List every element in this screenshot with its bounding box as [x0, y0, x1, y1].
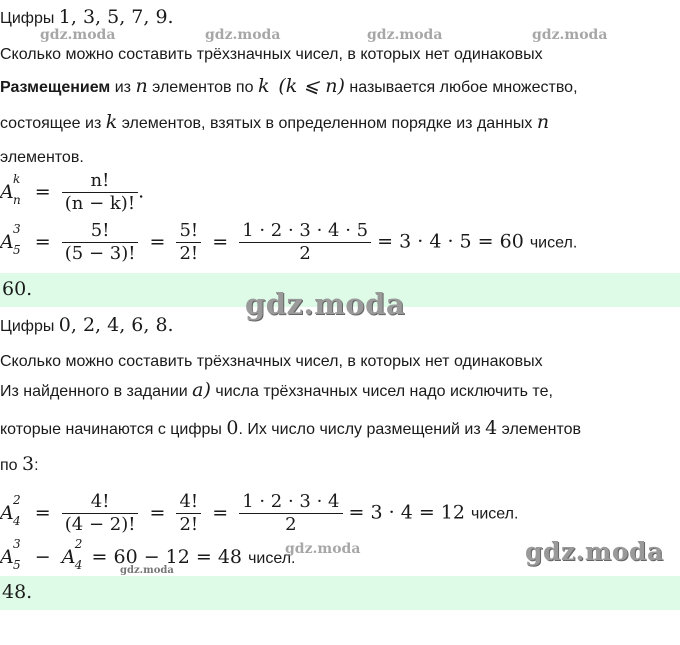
definition-var-k: k — [257, 75, 270, 97]
fraction — [176, 220, 201, 265]
definition-var-n: n — [135, 75, 148, 97]
definition-line-2 — [0, 112, 549, 134]
part-a-digits-line — [0, 7, 174, 29]
arrangement-symbol: A 2 4 — [0, 492, 21, 528]
equals-sign: = — [149, 501, 166, 524]
fraction — [239, 491, 342, 536]
fraction-numerator: 4! — [179, 491, 199, 512]
definition-word: элементов, взятых в определенном порядке из данных — [121, 115, 533, 132]
answer-value: 60. — [2, 278, 33, 300]
definition-var-k: k — [105, 111, 118, 133]
equals-sign: = — [34, 180, 51, 203]
definition-var-n: n — [536, 111, 550, 133]
definition-word: из — [114, 79, 131, 96]
fraction — [62, 170, 138, 215]
watermark: gdz.moda — [285, 541, 361, 557]
fraction-denominator: (n − k)! — [62, 192, 138, 215]
answer-value: 48. — [2, 581, 33, 603]
digit-zero: 0 — [226, 417, 239, 439]
fraction — [62, 491, 139, 536]
minus-sign: − — [34, 546, 51, 568]
part-a-question: Сколько можно составить трёхзначных чисел, в которых нет одинаковых — [0, 46, 543, 63]
formula-result: = 60 − 12 = 48 — [91, 546, 243, 568]
watermark: gdz.moda — [40, 27, 116, 43]
digit-three: 3 — [22, 453, 35, 475]
text-word: элементов — [501, 421, 581, 438]
formula-result: = 3 · 4 · 5 = 60 — [377, 230, 524, 253]
fraction-denominator: 2! — [176, 513, 201, 536]
definition-line-1 — [0, 76, 578, 98]
text-word: Из найденного в задании — [0, 383, 188, 400]
unit-word: чисел. — [248, 550, 296, 567]
formula-arrangements — [0, 170, 144, 215]
formula-end: . — [138, 180, 145, 203]
definition-word: называется любое множество, — [349, 79, 578, 96]
equals-sign: = — [34, 501, 51, 524]
fraction-numerator: 5! — [179, 220, 199, 241]
part-b-question: Сколько можно составить трёхзначных чисел, в которых нет одинаковых — [0, 353, 543, 370]
fraction-numerator: 1 · 2 · 3 · 4 — [242, 491, 340, 512]
fraction-numerator: 5! — [90, 220, 110, 241]
part-b-text-3 — [0, 454, 39, 476]
fraction-numerator: n! — [90, 170, 110, 191]
fraction-numerator: 4! — [90, 491, 110, 512]
fraction — [62, 220, 139, 265]
digits-list: 1, 3, 5, 7, 9. — [58, 6, 174, 28]
fraction — [176, 491, 201, 536]
formula-a-4-2 — [0, 491, 518, 536]
fraction-denominator: (5 − 3)! — [62, 242, 139, 265]
arrangement-symbol: A 3 5 — [0, 537, 21, 572]
text-word: которые начинаются с цифры — [0, 421, 222, 438]
fraction-denominator: 2! — [176, 242, 201, 265]
fraction-denominator: 2 — [239, 513, 342, 536]
watermark: gdz.moda — [205, 27, 281, 43]
watermark-large: gdz.moda — [245, 287, 406, 321]
text-word: по — [0, 457, 18, 474]
formula-result: = 3 · 4 = 12 — [348, 501, 465, 524]
watermark: gdz.moda — [367, 27, 443, 43]
fraction-denominator: 2 — [239, 242, 371, 265]
equals-sign: = — [34, 230, 51, 253]
definition-line-3: элементов. — [0, 149, 84, 166]
equals-sign: = — [212, 501, 229, 524]
watermark-large: gdz.moda — [525, 537, 664, 566]
digits-list: 0, 2, 4, 6, 8. — [58, 314, 174, 336]
digits-label: Цифры — [0, 10, 55, 27]
text-word: . Их число числу размещений из — [238, 421, 481, 438]
equals-sign: = — [149, 230, 166, 253]
watermark: gdz.moda — [120, 565, 174, 576]
answer-bar-b — [0, 576, 680, 610]
unit-word: чисел. — [529, 234, 578, 252]
digits-label: Цифры — [0, 318, 55, 335]
fraction-numerator: 1 · 2 · 3 · 4 · 5 — [242, 220, 369, 241]
definition-word: состоящее из — [0, 115, 102, 132]
definition-word: элементов по — [152, 79, 254, 96]
text-word: числа трёхзначных чисел надо исключить те, — [215, 383, 553, 400]
definition-term: Размещением — [0, 79, 111, 96]
arrangement-symbol: A 2 4 — [61, 537, 83, 572]
equals-sign: = — [212, 230, 229, 253]
fraction-denominator: (4 − 2)! — [62, 513, 139, 536]
arrangement-symbol: A 3 5 — [0, 221, 21, 257]
arrangement-symbol: A k n — [0, 171, 21, 207]
digit-four: 4 — [485, 417, 498, 439]
fraction — [239, 220, 371, 265]
definition-condition: (k ⩽ n) — [278, 75, 345, 97]
text-word: : — [34, 457, 39, 474]
watermark: gdz.moda — [532, 27, 608, 43]
part-b-digits-line — [0, 315, 174, 337]
unit-word: чисел. — [471, 505, 519, 523]
task-reference: a) — [192, 379, 211, 401]
part-b-text-1 — [0, 380, 553, 402]
part-b-text-2 — [0, 418, 581, 440]
formula-a-5-3 — [0, 220, 577, 265]
